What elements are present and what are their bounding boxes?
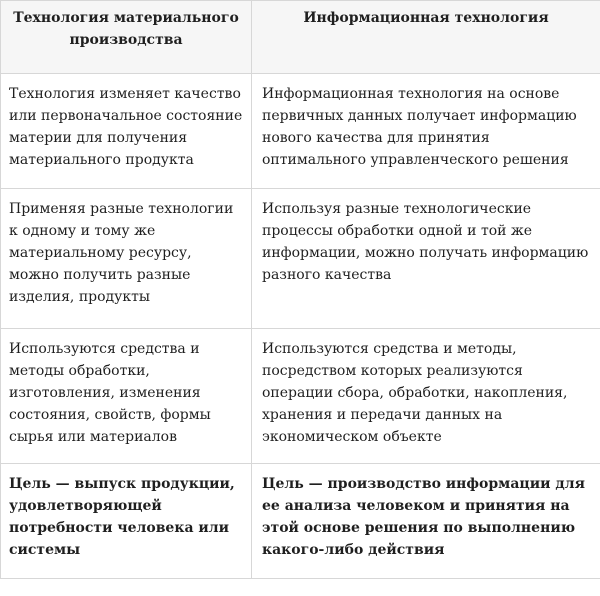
table-row (1, 74, 600, 189)
table-cell (252, 189, 600, 329)
cell-text: Используя разные технологические процессы обработки одной и той же информации, можно получать информацию разного качества (262, 201, 589, 283)
cell-text: Используются средства и методы, посредством которых реализуются операции сбора, обработки, накопления, хранения и передачи данных на экономическом объекте (262, 341, 568, 445)
cell-text: Используются средства и методы обработки, изготовления, изменения состояния, свойств, формы сырья или материалов (9, 341, 211, 445)
table-cell (1, 464, 252, 579)
table-row (1, 464, 600, 579)
table-cell (1, 189, 252, 329)
table-cell (252, 74, 600, 189)
table-cell (252, 464, 600, 579)
cell-text: Применяя разные технологии к одному и тому же материальному ресурсу, можно получить разные изделия, продукты (9, 201, 234, 305)
header-cell-material-technology (1, 1, 252, 74)
cell-text-goal: Цель — выпуск продукции, удовлетворяющей потребности человека или системы (9, 476, 235, 558)
cell-text: Технология изменяет качество или первоначальное состояние материи для получения материального продукта (9, 86, 243, 168)
table-header-row (1, 1, 600, 74)
cell-text-goal: Цель — производство информации для ее анализа человеком и принятия на этой основе решения по выполнению какого-либо действия (262, 476, 585, 558)
table-cell (1, 74, 252, 189)
table-cell (1, 329, 252, 464)
table-row (1, 189, 600, 329)
header-label: Информационная технология (303, 10, 549, 26)
table-row (1, 329, 600, 464)
header-cell-information-technology (252, 1, 600, 74)
header-label: Технология материального производства (13, 10, 239, 48)
table-cell (252, 329, 600, 464)
cell-text: Информационная технология на основе первичных данных получает информацию нового качества для принятия оптимального управленческого решения (262, 86, 577, 168)
